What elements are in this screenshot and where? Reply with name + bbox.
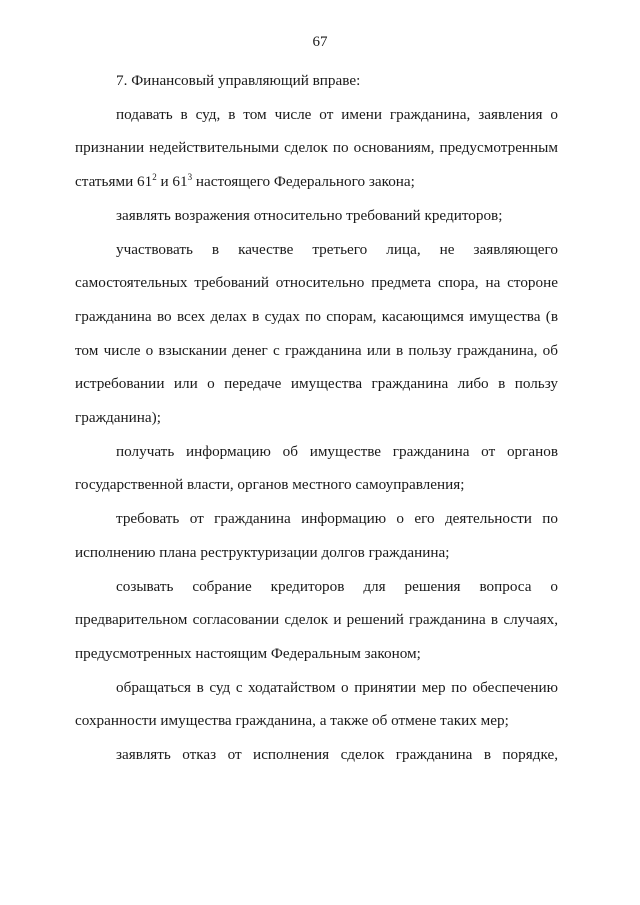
paragraph-petition-court: обращаться в суд с ходатайством о принятии мер по обеспечению сохранности имущества гражданина, а также об отмене таких мер; xyxy=(75,678,558,730)
superscript-2: 2 xyxy=(152,172,157,183)
paragraph-objections: заявлять возражения относительно требований кредиторов; xyxy=(116,206,503,224)
paragraph-refuse-transactions: заявлять отказ от исполнения сделок гражданина в порядке, xyxy=(116,746,558,764)
paragraph-file-claims xyxy=(75,98,558,199)
clause-heading: 7. Финансовый управляющий вправе: xyxy=(116,72,361,89)
paragraph-third-party: участвовать в качестве третьего лица, не заявляющего самостоятельных требований относительно предмета спора, на стороне гражданина во всех делах в судах по спорам, касающимся имущества (в том числе о взыскании денег с гражданина или в пользу гражданина, об истребовании или о передаче имущества гражданина либо в пользу гражданина); xyxy=(75,240,558,427)
statutes-reference: статьями $61^2$ и $61^3$ настоящего Федерального закона; xyxy=(75,172,415,191)
paragraph-obtain-info: получать информацию об имуществе гражданина от органов государственной власти, органов местного самоуправления; xyxy=(75,442,558,494)
page-number: 67 xyxy=(312,34,328,50)
paragraph-demand-info: требовать от гражданина информацию о его деятельности по исполнению плана реструктуризации долгов гражданина; xyxy=(75,510,558,561)
superscript-3: 3 xyxy=(187,172,193,183)
paragraph-convene-meeting: созывать собрание кредиторов для решения вопроса о предварительном согласовании сделок и решений гражданина в случаях, предусмотренных настоящим Федеральным законом; xyxy=(75,577,558,662)
paragraph-file-claims-text: подавать в суд, в том числе от имени гражданина, заявления о признании недействительными сделок по основаниям, предусмотренным xyxy=(75,105,558,157)
document-body xyxy=(75,64,558,772)
